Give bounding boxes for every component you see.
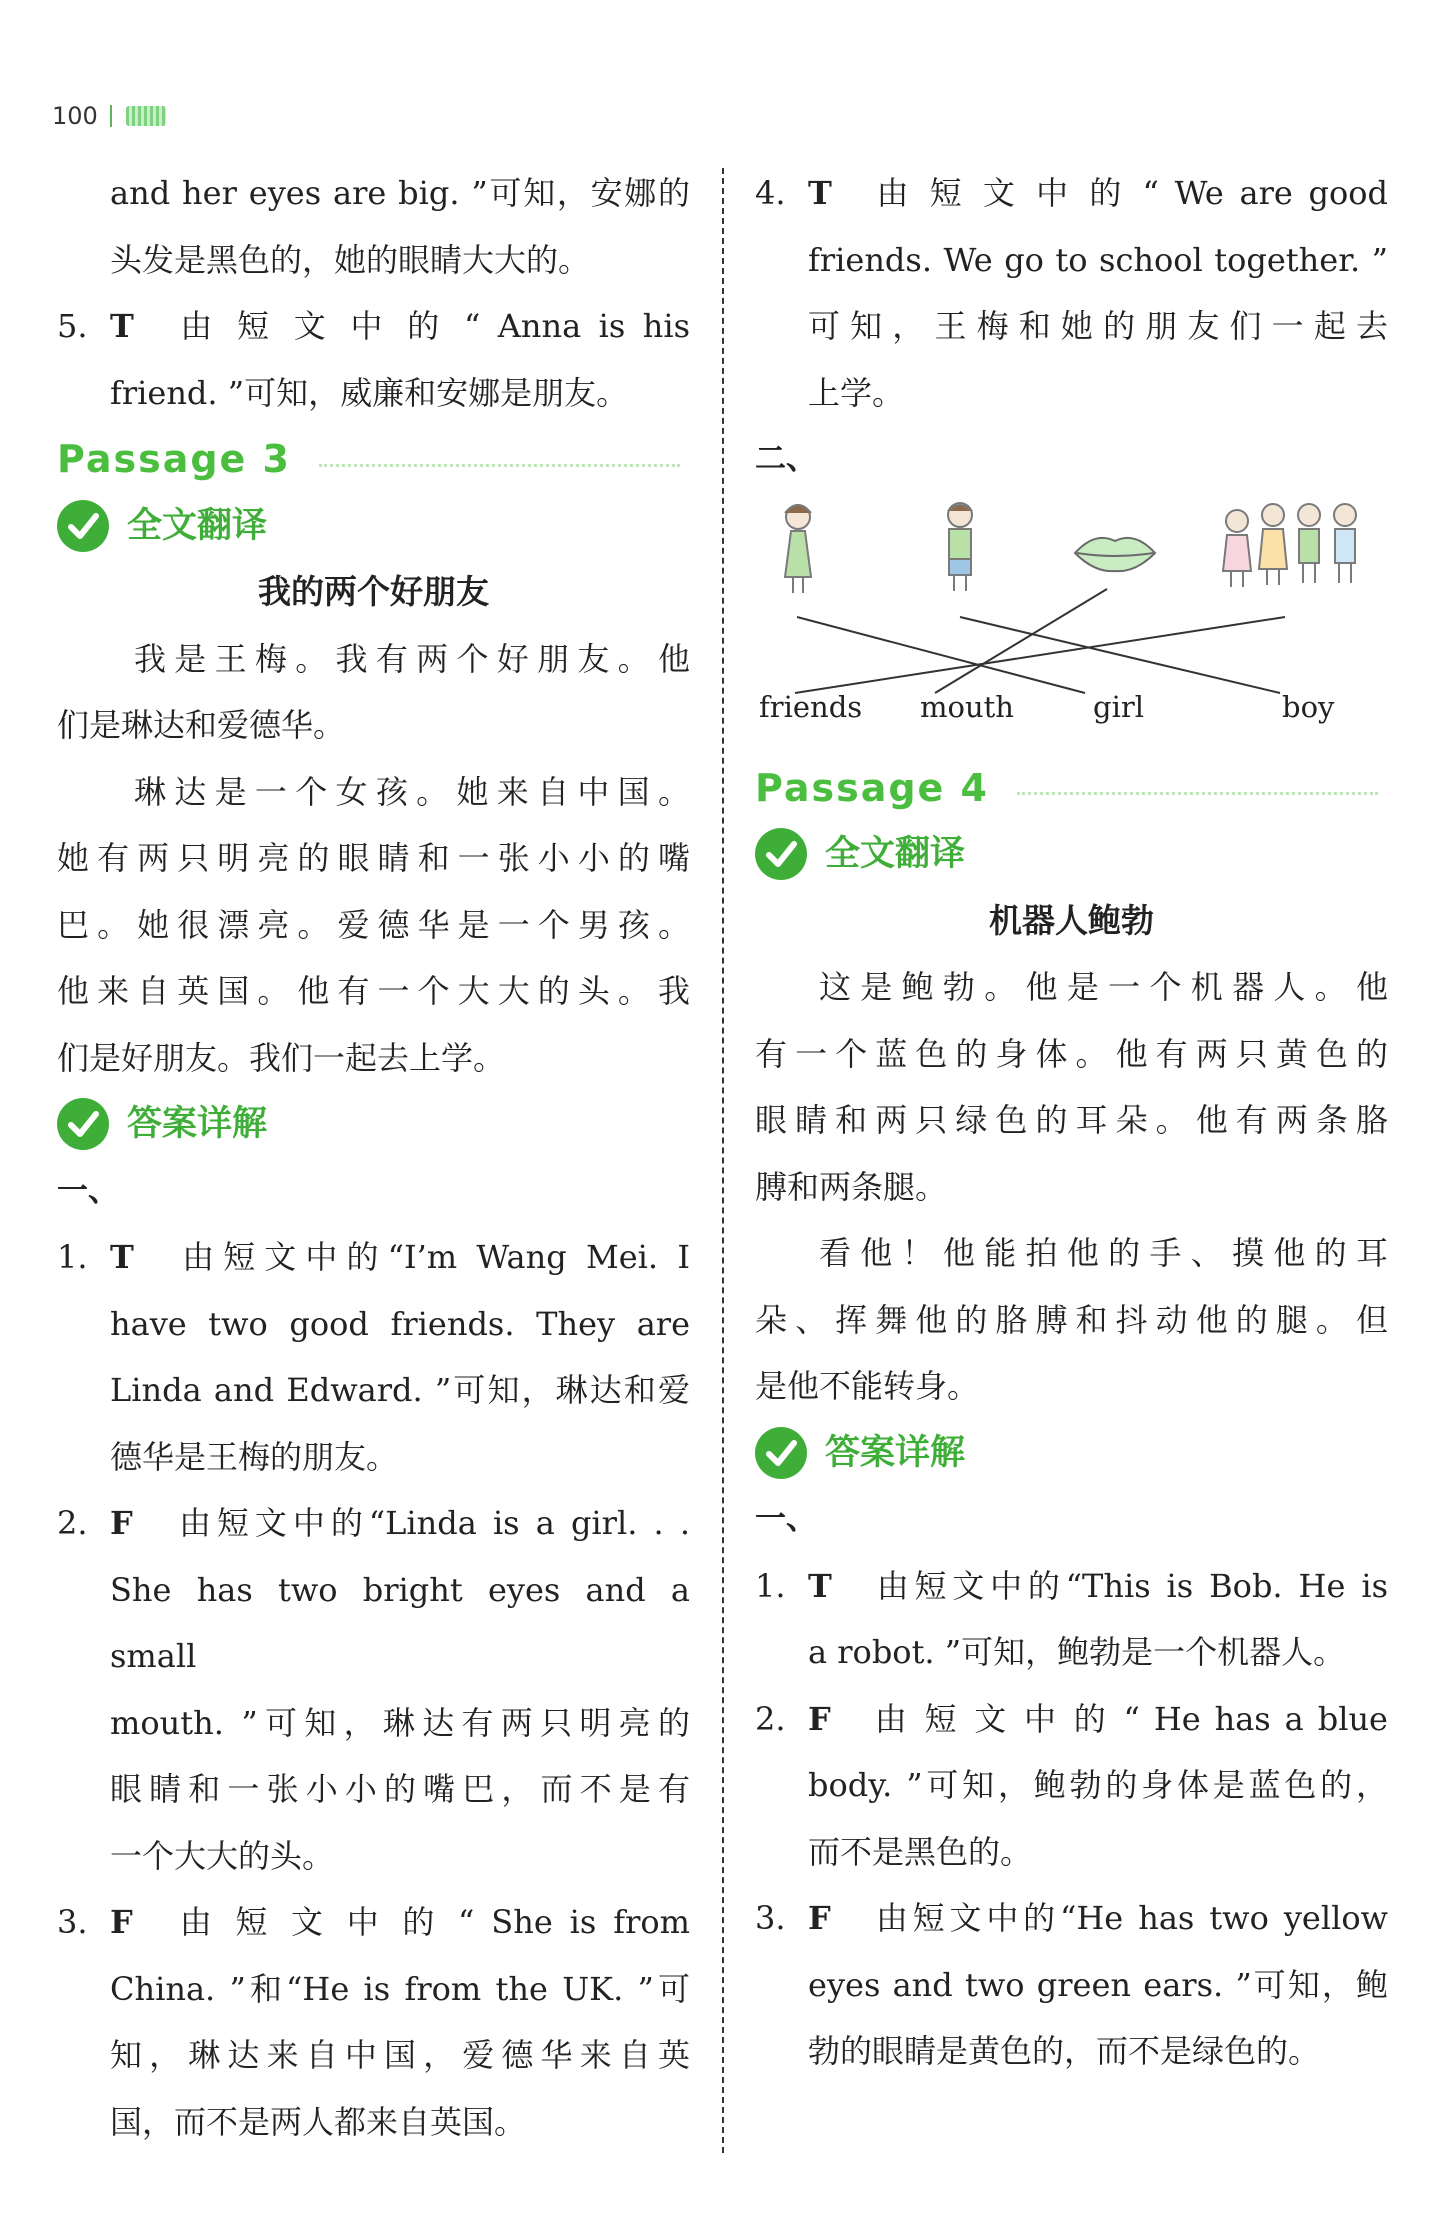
tf-mark: T [808,1566,832,1605]
text-line: 勃的眼睛是黄色的，而不是绿色的。 [808,2032,1321,2070]
tf-mark: T [808,174,832,212]
right-column [755,160,1388,2085]
section-title: 全文翻译 [127,505,268,546]
story-title: 机器人鲍勃 [989,900,1154,940]
text-line: 国，而不是两人都来自英国。 [110,2102,527,2141]
answer-text: 由 短 文 中 的 “ Anna is his [173,307,690,345]
answer-text: 由 短 文 中 的 “ She is from [173,1903,690,1941]
section-label: 一、 [57,1172,119,1209]
story-line: 们是好朋友。我们一起去上学。 [57,1038,506,1077]
text-line: 上学。 [808,373,905,412]
story-line: 巴。她很漂亮。爱德华是一个男孩。 [57,905,690,944]
text-line: 而不是黑色的。 [808,1832,1033,1871]
story-title: 我的两个好朋友 [258,572,489,611]
item-number: 2. [755,1699,786,1738]
match-word: boy [1282,689,1335,724]
dotted-rule [319,464,680,467]
item-number: 3. [57,1903,88,1941]
section-label: 二、 [755,441,817,477]
text-line: 一个大大的头。 [110,1836,335,1875]
text-line: mouth. ”可知，琳达有两只明亮的 [110,1703,690,1742]
story-line: 眼睛和两只绿色的耳朵。他有两条胳 [755,1101,1388,1139]
answer-item-3 [57,1889,690,1956]
answer-item-3 [755,1885,1388,1952]
story-line: 她有两只明亮的眼睛和一张小小的嘴 [57,839,690,877]
item-number: 4. [755,174,786,212]
text-line: body. ”可知，鲍勃的身体是蓝色的， [808,1766,1388,1804]
story-line: 们是琳达和爱德华。 [57,706,346,744]
answer-item-1 [57,1224,690,1291]
story-line: 他来自英国。他有一个大大的头。我 [57,972,690,1010]
header-logo-icon [126,106,166,126]
header-divider [110,105,112,127]
answer-text: 由短文中的“He has two yellow [871,1899,1388,1937]
item-number: 2. [57,1504,88,1542]
story-line: 朵、挥舞他的胳膊和抖动他的腿。但 [755,1300,1388,1339]
tf-mark: F [110,1504,133,1542]
check-circle-icon [57,500,109,552]
section-label: 一、 [755,1501,817,1537]
section-title: 全文翻译 [825,834,966,874]
text-line: and her eyes are big. ”可知，安娜的 [110,174,690,212]
answer-item-5 [57,293,690,360]
match-word: mouth [920,689,1014,724]
girl-figure [785,505,811,593]
tf-mark: F [808,1699,831,1738]
text-line: a robot. ”可知，鲍勃是一个机器人。 [808,1633,1346,1671]
translation-heading [755,821,1388,888]
story-line: 我是王梅。我有两个好朋友。他 [134,639,690,678]
answer-text: 由短文中的“I’m Wang Mei. I [173,1238,690,1276]
translation-heading [57,493,690,560]
tf-mark: F [110,1903,133,1941]
text-line: have two good friends. They are [110,1304,690,1343]
check-circle-icon [57,1098,109,1150]
page-number: 100 [52,102,98,130]
item-number: 3. [755,1899,786,1937]
text-line: friends. We go to school together. ” [808,240,1388,279]
text-line: China. ”和“He is from the UK. ”可 [110,1969,690,2008]
page-header [52,98,166,134]
passage-title: Passage 4 [755,765,989,810]
text-line: She has two bright eyes and a small [110,1570,690,1675]
answer-item-4 [755,160,1388,227]
boy-figure [948,503,972,591]
dotted-rule [1017,792,1378,795]
text-line: eyes and two green ears. ”可知，鲍 [808,1965,1388,2004]
answer-text: 由短文中的“This is Bob. He is [871,1566,1388,1605]
column-divider [722,168,724,2153]
item-number: 1. [57,1238,88,1276]
friends-group-figure [1223,504,1356,587]
story-line: 这是鲍勃。他是一个机器人。他 [819,968,1388,1006]
answer-text: 由 短 文 中 的 “ We are good [871,174,1388,212]
answers-heading [57,1091,690,1158]
passage-4-heading [755,755,1388,822]
story-line: 看他！他能拍他的手、摸他的耳 [819,1234,1388,1272]
story-line: 有一个蓝色的身体。他有两只黄色的 [755,1034,1388,1073]
section-title: 答案详解 [825,1432,966,1473]
story-line: 膊和两条腿。 [755,1167,948,1206]
tf-mark: T [110,307,134,345]
text-line: 德华是王梅的朋友。 [110,1437,399,1476]
item-number: 1. [755,1566,786,1605]
answer-item-2 [755,1686,1388,1753]
text-line: 知，琳达来自中国，爱德华来自英 [110,2036,690,2074]
answer-item-2 [57,1490,690,1557]
match-word: girl [1093,689,1144,724]
answer-item-1 [755,1553,1388,1620]
left-column [57,160,690,2155]
tf-mark: T [110,1238,134,1276]
tf-mark: F [808,1899,831,1937]
passage-3-heading [57,426,690,493]
match-word: friends [759,689,863,724]
matching-exercise [755,493,1388,755]
item-number: 5. [57,307,88,345]
text-line: 眼睛和一张小小的嘴巴，而不是有 [110,1770,690,1808]
check-circle-icon [755,828,807,880]
answer-text: 由 短 文 中 的 “ He has a blue [871,1699,1388,1738]
check-circle-icon [755,1427,807,1479]
story-line: 琳达是一个女孩。她来自中国。 [134,772,690,811]
section-title: 答案详解 [127,1104,268,1144]
answer-text: 由短文中的“Linda is a girl. . . [173,1504,690,1542]
text-line: 头发是黑色的，她的眼睛大大的。 [110,240,591,279]
lips-figure [1075,537,1155,570]
story-line: 是他不能转身。 [755,1367,980,1405]
answers-heading [755,1420,1388,1487]
text-line: Linda and Edward. ”可知，琳达和爱 [110,1371,690,1409]
text-line: 可知，王梅和她的朋友们一起去 [808,307,1388,345]
matching-lines [795,589,1285,693]
passage-title: Passage 3 [57,437,291,481]
text-line: friend. ”可知，威廉和安娜是朋友。 [110,373,629,412]
